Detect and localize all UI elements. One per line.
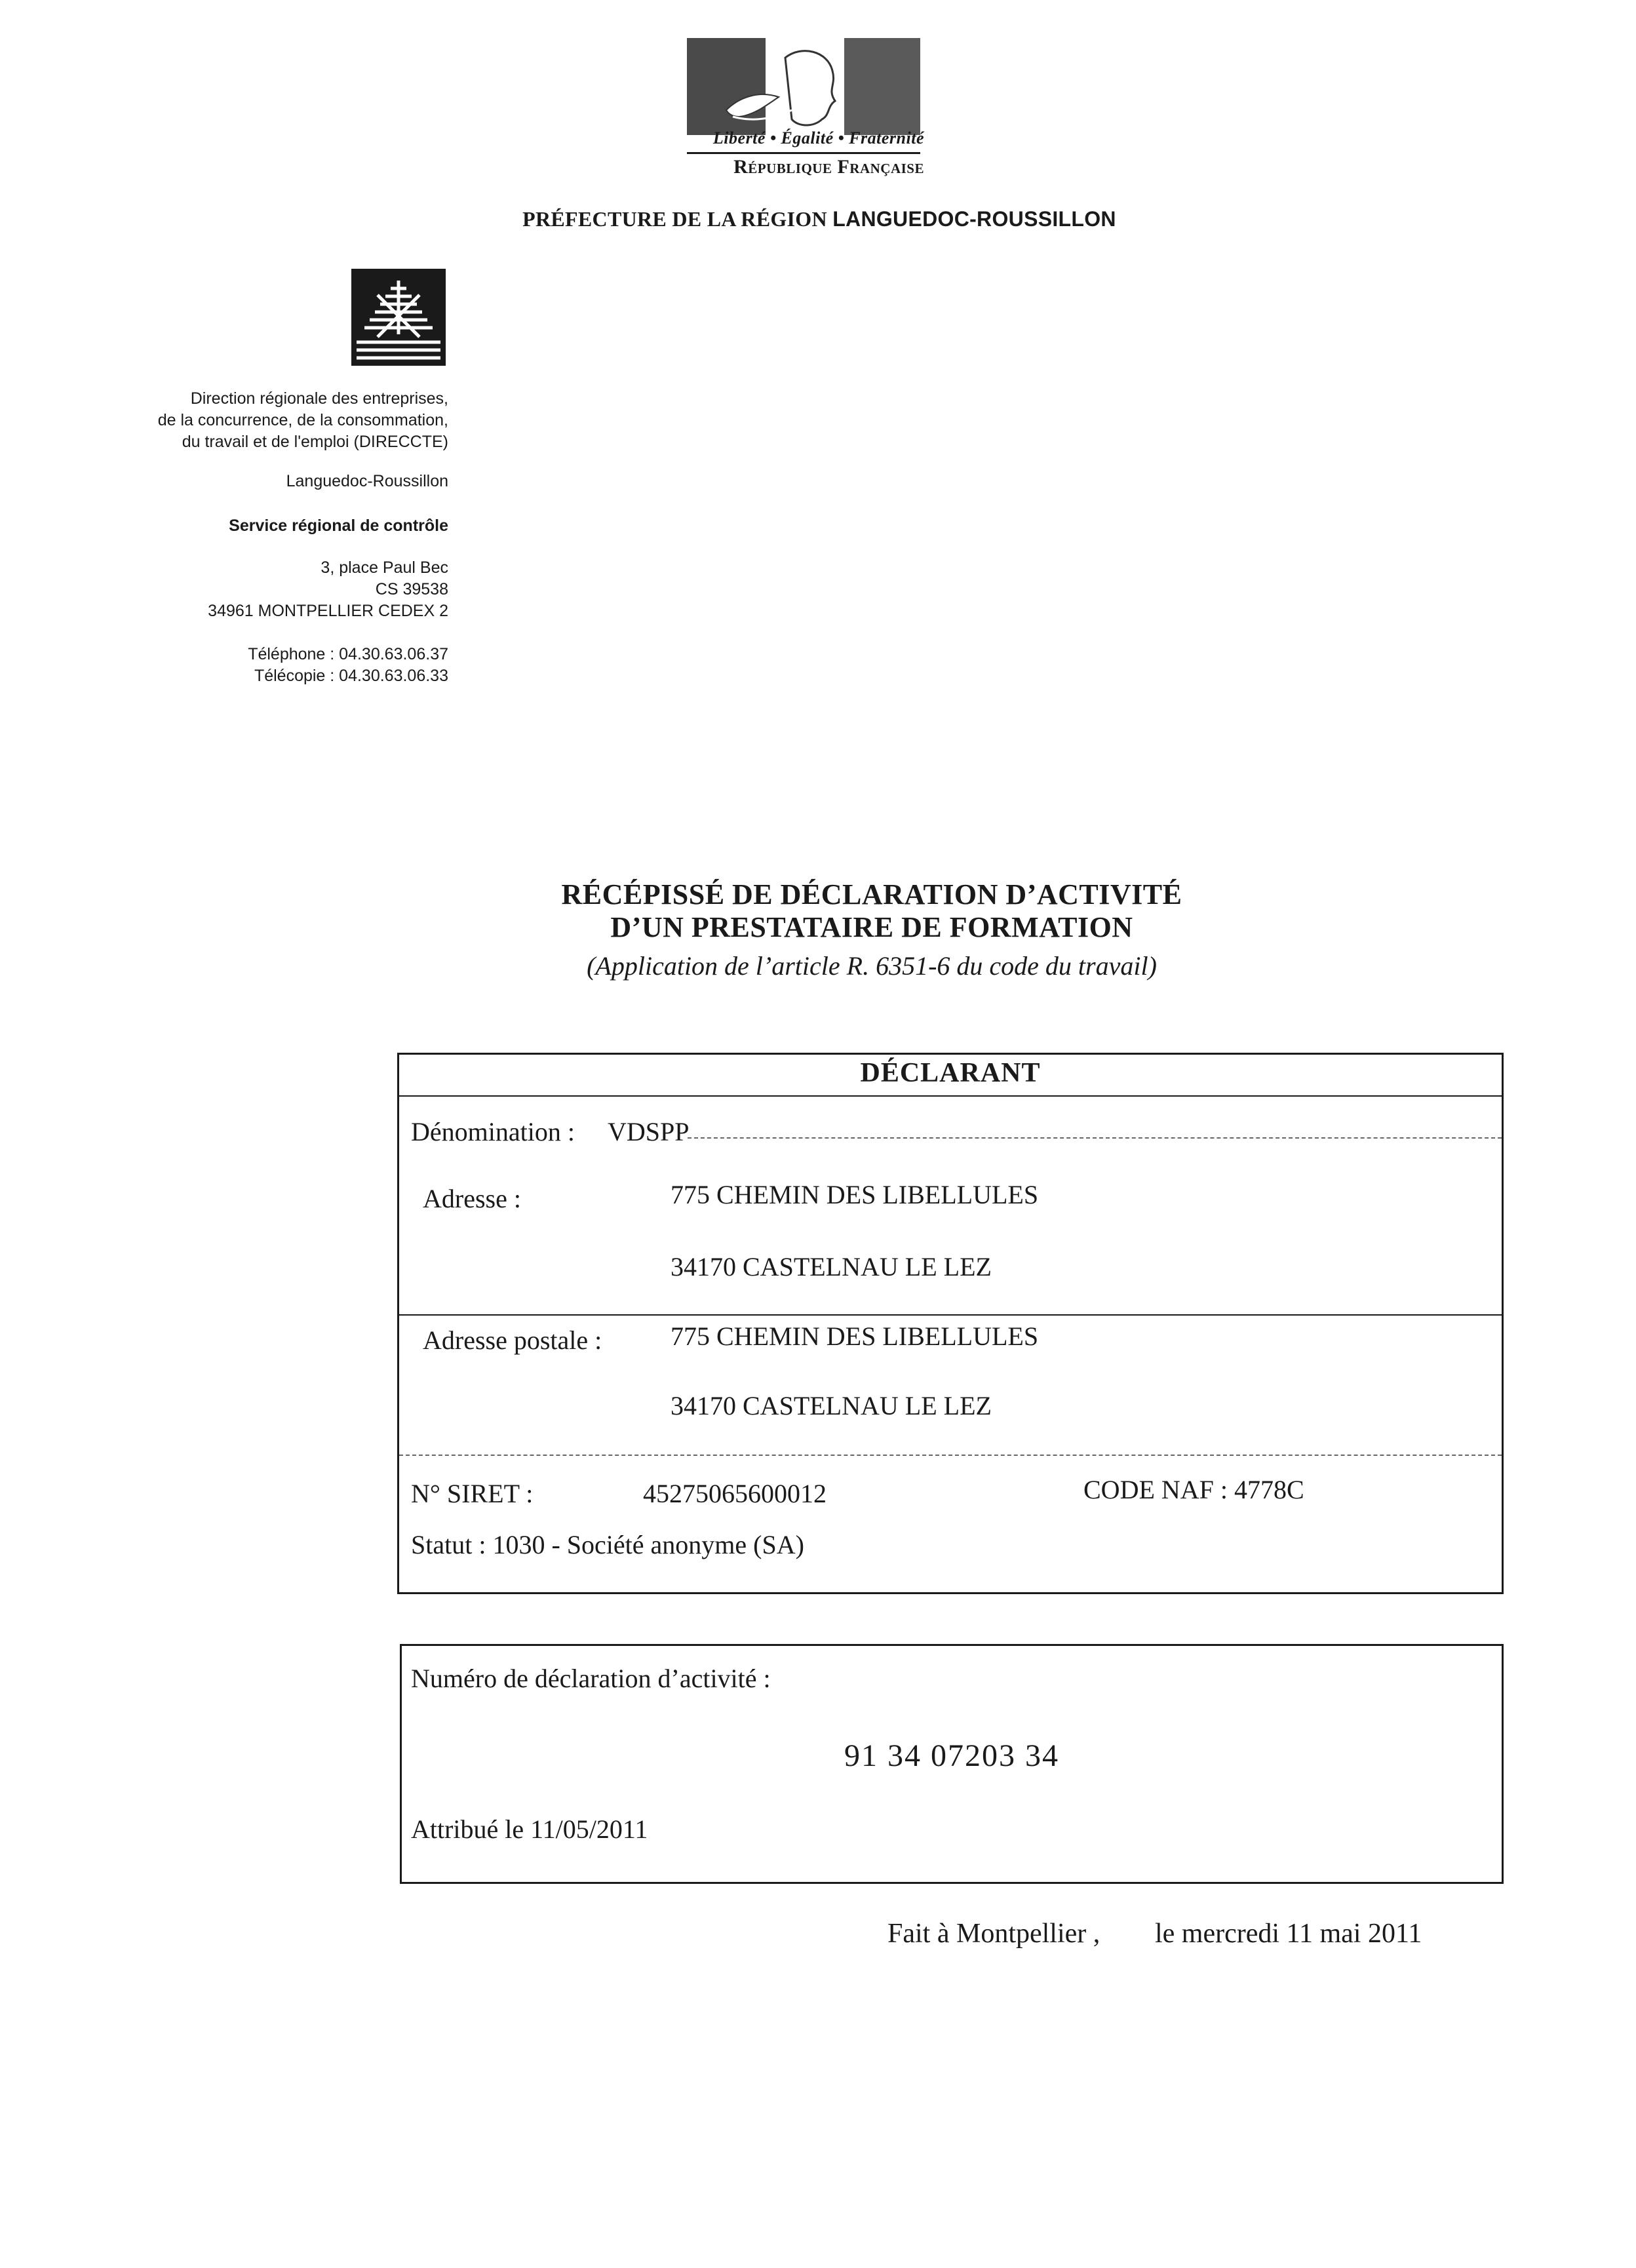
siret-label: N° SIRET : [411, 1479, 534, 1508]
code-naf: CODE NAF : 4778C [1083, 1475, 1304, 1504]
title-line-2: D’UN PRESTATAIRE DE FORMATION [610, 911, 1133, 943]
declarant-heading-divider [399, 1095, 1502, 1097]
marianne-logo-icon [687, 38, 920, 135]
adresse-label: Adresse : [423, 1184, 521, 1213]
direccte-phones [248, 644, 448, 687]
direccte-logo-icon [351, 269, 446, 366]
attribution-date: Attribué le 11/05/2011 [411, 1814, 648, 1844]
siret-dash [399, 1455, 1502, 1456]
siret-value: 45275065600012 [643, 1479, 827, 1508]
declarant-box [397, 1053, 1504, 1594]
republic-name: République Française [733, 156, 924, 178]
adresse-postale-line-1: 775 CHEMIN DES LIBELLULES [671, 1321, 1039, 1351]
document-title [498, 878, 1245, 944]
denomination-dash [688, 1137, 1502, 1139]
direction-line: du travail et de l'emploi (DIRECCTE) [182, 433, 448, 451]
republic-motto: Liberté • Égalité • Fraternité [712, 128, 924, 147]
denomination-label: Dénomination : [411, 1117, 575, 1146]
motto-divider [687, 152, 920, 154]
address-line: 34961 MONTPELLIER CEDEX 2 [208, 602, 448, 620]
telecopie: Télécopie : 04.30.63.06.33 [254, 667, 448, 685]
prefecture-prefix: PRÉFECTURE DE LA RÉGION [522, 207, 833, 231]
declaration-number: 91 34 07203 34 [844, 1738, 1059, 1773]
adresse-line-2: 34170 CASTELNAU LE LEZ [671, 1252, 992, 1281]
declaration-number-box [400, 1644, 1504, 1884]
prefecture-heading [485, 207, 1154, 231]
declaration-number-label: Numéro de déclaration d’activité : [411, 1664, 771, 1693]
direccte-direction [158, 388, 448, 453]
denomination-value: VDSPP [608, 1117, 690, 1146]
prefecture-region: LANGUEDOC-ROUSSILLON [832, 207, 1116, 231]
address-line: CS 39538 [375, 580, 448, 598]
direccte-service: Service régional de contrôle [229, 517, 448, 535]
direccte-region: Languedoc-Roussillon [286, 472, 448, 490]
address-line: 3, place Paul Bec [321, 558, 448, 577]
adresse-line-1: 775 CHEMIN DES LIBELLULES [671, 1180, 1039, 1209]
title-line-1: RÉCÉPISSÉ DE DÉCLARATION D’ACTIVITÉ [561, 878, 1182, 910]
signature-date: le mercredi 11 mai 2011 [1155, 1919, 1422, 1949]
adresse-divider [399, 1314, 1502, 1316]
statut: Statut : 1030 - Société anonyme (SA) [411, 1530, 804, 1559]
telephone: Téléphone : 04.30.63.06.37 [248, 645, 448, 663]
direction-line: Direction régionale des entreprises, [190, 389, 448, 408]
declarant-heading: DÉCLARANT [860, 1058, 1041, 1088]
signature-place: Fait à Montpellier , [887, 1919, 1100, 1949]
direction-line: de la concurrence, de la consommation, [157, 411, 448, 429]
adresse-postale-label: Adresse postale : [423, 1325, 602, 1355]
document-subtitle: (Application de l’article R. 6351-6 du code du travail) [587, 951, 1157, 981]
adresse-postale-line-2: 34170 CASTELNAU LE LEZ [671, 1391, 992, 1420]
direccte-address [208, 557, 448, 622]
